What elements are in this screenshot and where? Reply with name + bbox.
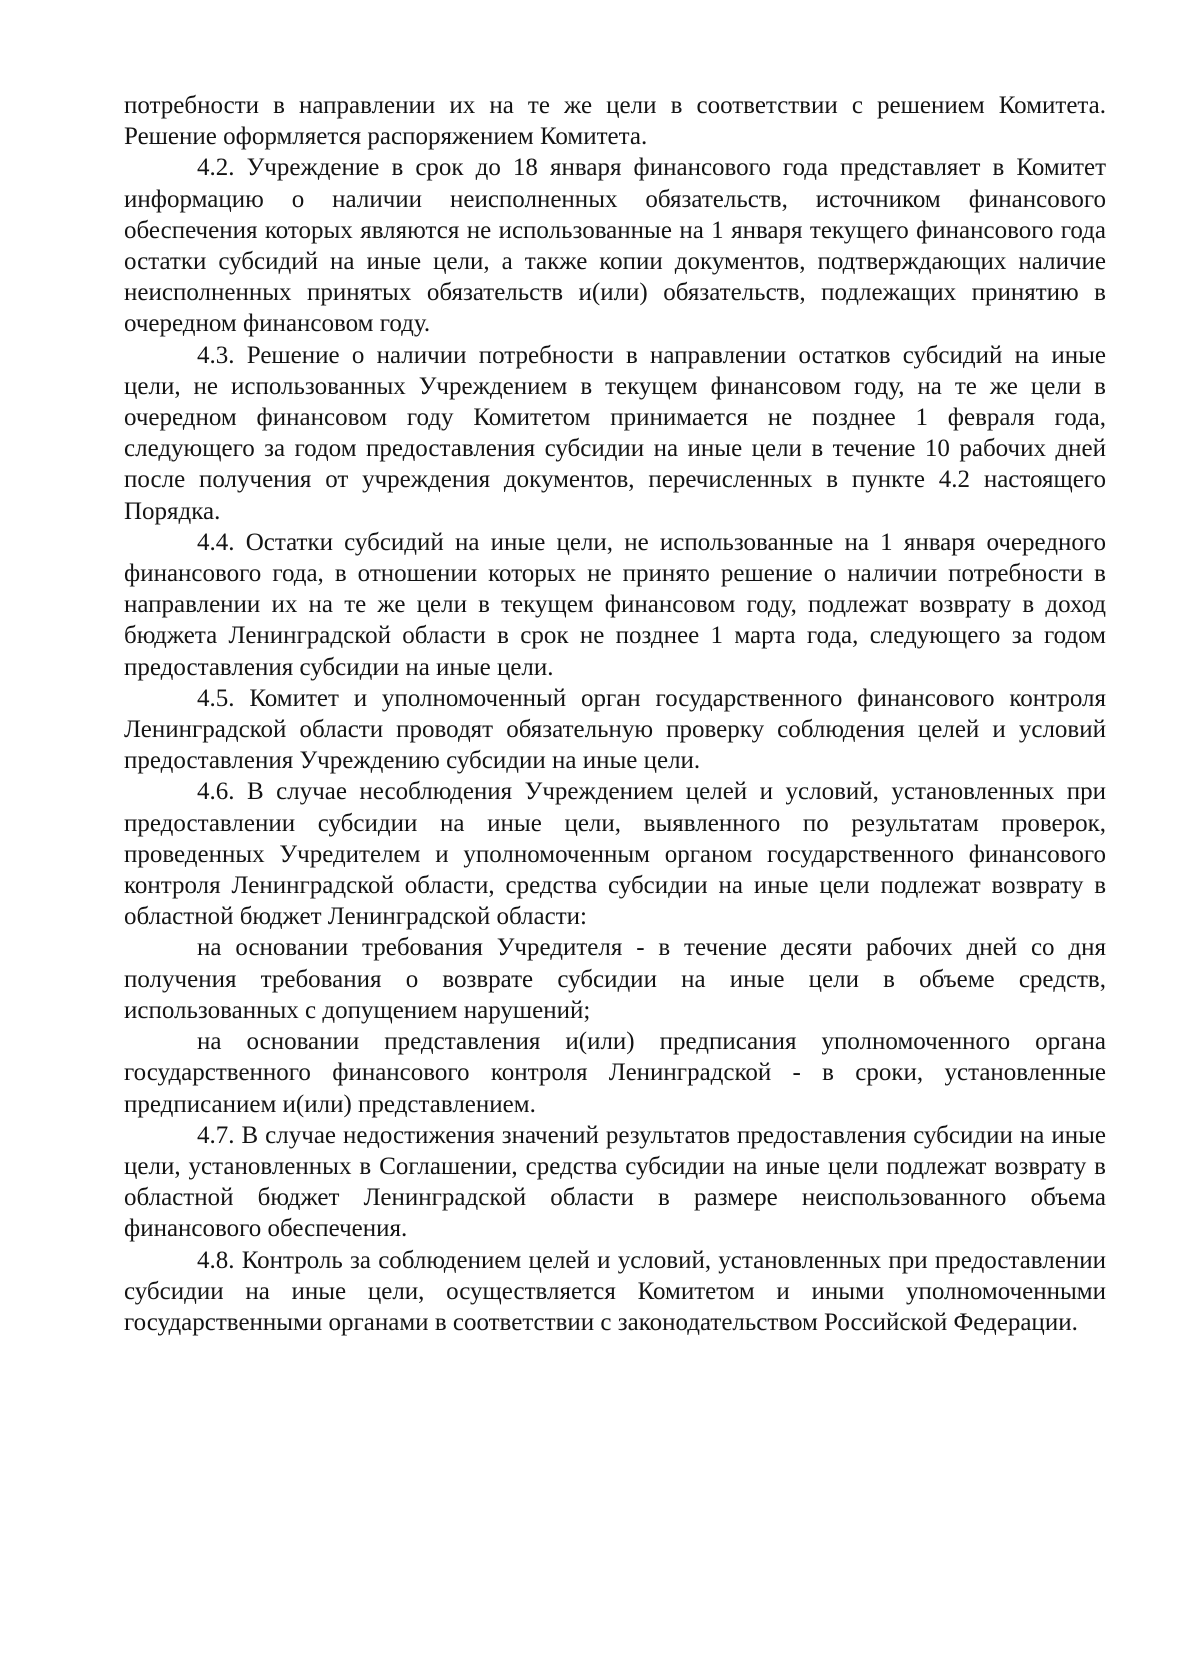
paragraph-4-6: 4.6. В случае несоблюдения Учреждением целей и условий, установленных при предоставлении субсидии на иные цели, выявленного по результатам проверок, проведенных Учредителем и уполномоченным органом государственного финансового контроля Ленинградской области, средства субсидии на иные цели подлежат возврату в областной бюджет Ленинградской области: [124, 778, 1106, 931]
paragraph-4-6-item-2: на основании представления и(или) предписания уполномоченного органа государственного финансового контроля Ленинградской - в сроки, установленные предписанием и(или) представлением. [124, 1028, 1106, 1118]
paragraph-4-7: 4.7. В случае недостижения значений результатов предоставления субсидии на иные цели, установленных в Соглашении, средства субсидии на иные цели подлежат возврату в областной бюджет Ленинградской области в размере неиспользованного объема финансового обеспечения. [124, 1121, 1106, 1243]
paragraph-4-8: 4.8. Контроль за соблюдением целей и условий, установленных при предоставлении субсидии на иные цели, осуществляется Комитетом и иными уполномоченными государственными органами в соответствии с законодательством Российской Федерации. [124, 1246, 1106, 1336]
paragraph-4-5: 4.5. Комитет и уполномоченный орган государственного финансового контроля Ленинградской области проводят обязательную проверку соблюдения целей и условий предоставления Учреждению субсидии на иные цели. [124, 684, 1106, 775]
paragraph-4-4: 4.4. Остатки субсидий на иные цели, не использованные на 1 января очередного финансового года, в отношении которых не принято решение о наличии потребности в направлении их на те же цели в текущем финансовом году, подлежат возврату в доход бюджета Ленинградской области в срок не позднее 1 марта года, следующего за годом предоставления субсидии на иные цели. [124, 528, 1106, 681]
paragraph-continuation: потребности в направлении их на те же цели в соответствии с решением Комитета. Решение оформляется распоряжением Комитета. [124, 92, 1106, 151]
paragraph-4-2: 4.2. Учреждение в срок до 18 января финансового года представляет в Комитет информацию о наличии неисполненных обязательств, источником финансового обеспечения которых являются не использованные на 1 января текущего финансового года остатки субсидий на иные цели, а также копии документов, подтверждающих наличие неисполненных принятых обязательств и(или) обязательств, подлежащих принятию в очередном финансовом году. [124, 154, 1106, 338]
paragraph-4-6-item-1: на основании требования Учредителя - в течение десяти рабочих дней со дня получения требования о возврате субсидии на иные цели в объеме средств, использованных с допущением нарушений; [124, 934, 1106, 1024]
document-page [124, 90, 1106, 1338]
paragraph-4-3: 4.3. Решение о наличии потребности в направлении остатков субсидий на иные цели, не использованных Учреждением в текущем финансовом году, на те же цели в очередном финансовом году Комитетом принимается не позднее 1 февраля года, следующего за годом предоставления субсидии на иные цели в течение 10 рабочих дней после получения от учреждения документов, перечисленных в пункте 4.2 настоящего Порядка. [124, 341, 1106, 525]
